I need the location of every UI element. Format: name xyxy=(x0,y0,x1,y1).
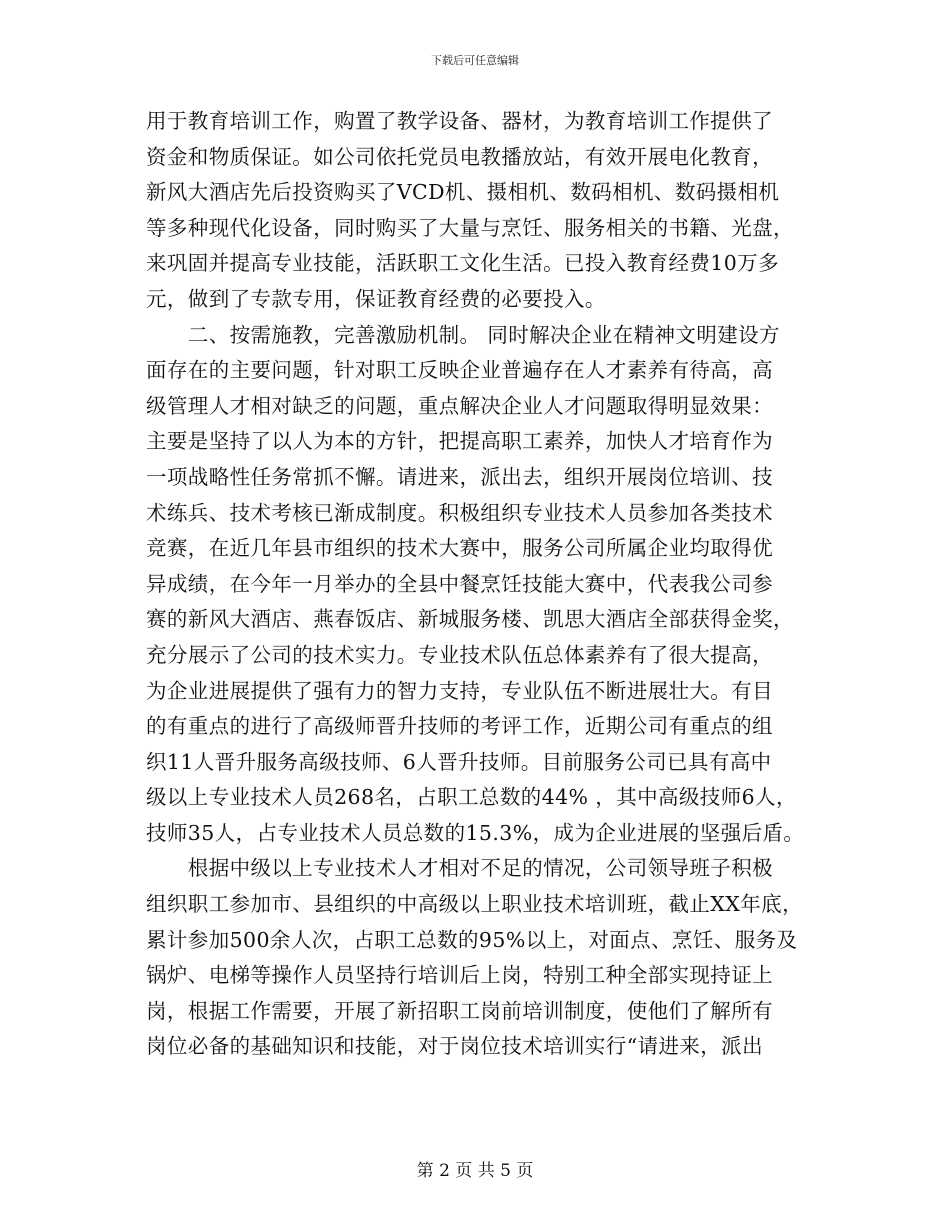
text-line: 岗，根据工作需要，开展了新招职工岗前培训制度，使他们了解所有 xyxy=(146,998,773,1023)
text-line: 赛的新风大酒店、燕春饭店、新城服务楼、凯思大酒店全部获得金奖， xyxy=(146,607,794,632)
text-line: 级管理人才相对缺乏的问题，重点解决企业人才问题取得明显效果： xyxy=(146,393,773,418)
text-line: 岗位必备的基础知识和技能，对于岗位技术培训实行“请进来，派出 xyxy=(146,1034,763,1059)
page-footer: 第 2 页 共 5 页 xyxy=(416,1161,534,1181)
text-line: 技师35人，占专业技术人员总数的15.3%，成为企业进展的坚强后盾。 xyxy=(146,820,805,845)
text-line: 根据中级以上专业技术人才相对不足的情况，公司领导班子积极 xyxy=(146,856,773,881)
document-body xyxy=(146,104,806,1065)
text-line: 织11人晋升服务高级技师、6人晋升技师。目前服务公司已具有高中 xyxy=(146,749,772,774)
text-line: 主要是坚持了以人为本的方针，把提高职工素养，加快人才培育作为 xyxy=(146,429,773,454)
text-line: 术练兵、技术考核已渐成制度。积极组织专业技术人员参加各类技术 xyxy=(146,500,773,525)
text-line: 异成绩，在今年一月举办的全县中餐烹饪技能大赛中，代表我公司参 xyxy=(146,571,773,596)
text-line: 充分展示了公司的技术实力。专业技术队伍总体素养有了很大提高， xyxy=(146,642,773,667)
text-line: 新风大酒店先后投资购买了VCD机、摄相机、数码相机、数码摄相机 xyxy=(146,180,780,205)
text-line: 等多种现代化设备，同时购买了大量与烹饪、服务相关的书籍、光盘， xyxy=(146,215,794,240)
text-line: 为企业进展提供了强有力的智力支持，专业队伍不断进展壮大。有目 xyxy=(146,678,773,703)
text-line: 级以上专业技术人员268名，占职工总数的44% ，其中高级技师6人， xyxy=(146,785,797,810)
text-line: 的有重点的进行了高级师晋升技师的考评工作，近期公司有重点的组 xyxy=(146,714,773,739)
text-line: 资金和物质保证。如公司依托党员电教播放站，有效开展电化教育， xyxy=(146,144,773,169)
text-line: 来巩固并提高专业技能，活跃职工文化生活。已投入教育经费10万多 xyxy=(146,251,779,276)
text-line: 组织职工参加市、县组织的中高级以上职业技术培训班，截止XX年底， xyxy=(146,892,803,917)
text-line: 锅炉、电梯等操作人员坚持行培训后上岗，特别工种全部实现持证上 xyxy=(146,963,773,988)
text-line: 面存在的主要问题，针对职工反映企业普遍存在人才素养有待高，高 xyxy=(146,358,773,383)
text-line: 二、按需施教，完善激励机制。 同时解决企业在精神文明建设方 xyxy=(146,322,780,347)
page-header: 下载后可任意编辑 xyxy=(431,54,519,67)
text-line: 一项战略性任务常抓不懈。请进来，派出去，组织开展岗位培训、技 xyxy=(146,464,773,489)
text-line: 元，做到了专款专用，保证教育经费的必要投入。 xyxy=(146,286,606,311)
text-line: 累计参加500余人次，占职工总数的95%以上，对面点、烹饪、服务及 xyxy=(146,927,798,952)
text-line: 用于教育培训工作，购置了教学设备、器材，为教育培训工作提供了 xyxy=(146,109,773,133)
text-line: 竞赛，在近几年县市组织的技术大赛中，服务公司所属企业均取得优 xyxy=(146,536,773,561)
